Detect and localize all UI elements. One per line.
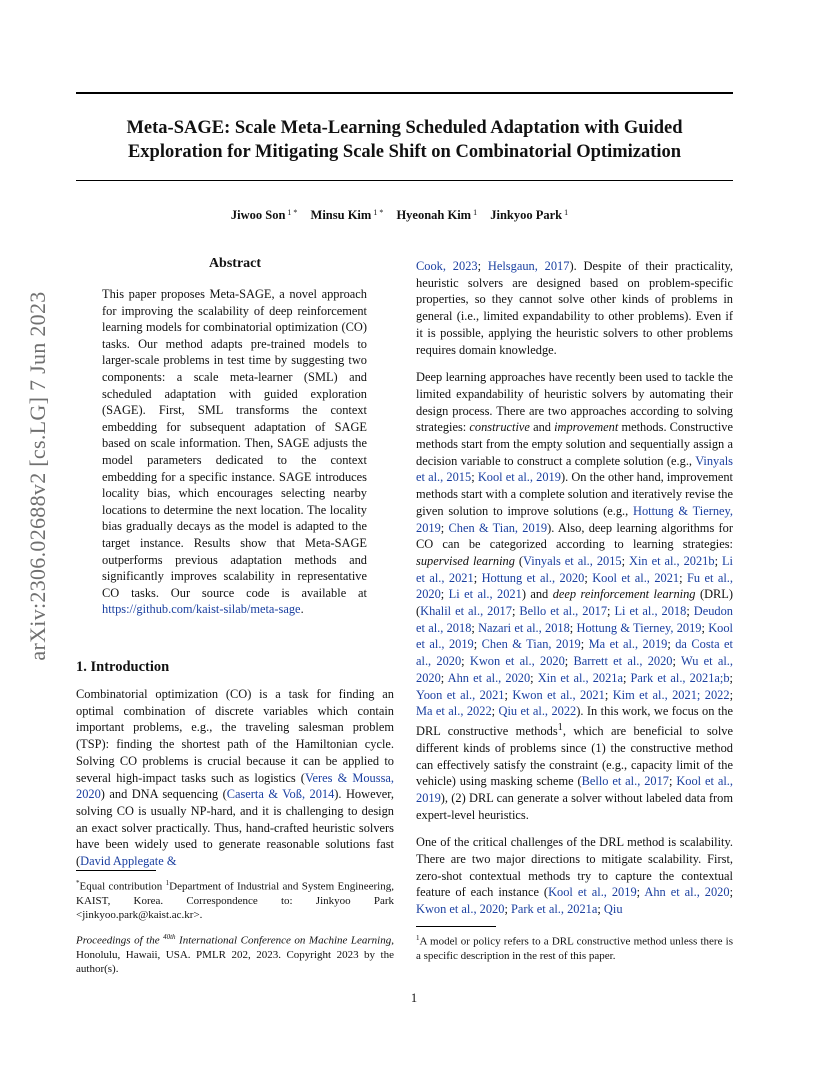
- footnote-model-definition: [416, 931, 733, 963]
- text: improvement: [554, 420, 619, 435]
- text: ;: [473, 637, 482, 652]
- citation-link[interactable]: Cook, 2023: [416, 259, 478, 273]
- text: and: [529, 420, 555, 435]
- footnote-mark: 1: [165, 879, 170, 887]
- text: Deep learning approaches have recently been used to tackle the limited expandability of heuristic solvers by automating their design process. There are two approaches according to solving strategies:: [416, 370, 733, 435]
- text: ;: [667, 637, 676, 652]
- title-bottom-rule: [76, 180, 733, 181]
- citation-link[interactable]: Kool et al., 2019: [416, 620, 734, 652]
- text: ;: [580, 637, 589, 652]
- title-line-1: Meta-SAGE: Scale Meta-Learning Scheduled Adaptation with Guided: [126, 118, 683, 138]
- citation-link[interactable]: Ahn et al., 2020: [447, 670, 531, 685]
- text: ;: [473, 570, 482, 585]
- text: methods. Constructive methods start from the empty solution and sequentially assign a decision variable to construct a complete solution (e.g.,: [416, 420, 733, 468]
- text: ;: [471, 620, 479, 635]
- text: ;: [669, 774, 677, 789]
- text: ;: [636, 885, 645, 900]
- text: ). Despite of their practicality, heuristic solvers are designed based on problem-specific properties, so they cannot solve other kinds of problems in general (i.e., limited expandability to other problems). Even if it is possible, applying the heuristic solvers to other problems requires domain knowledge.: [416, 259, 734, 357]
- text: ;: [597, 902, 604, 917]
- right-column: [416, 258, 733, 929]
- abstract-end: .: [300, 602, 304, 617]
- citation-link[interactable]: Yoon et al., 2021: [416, 687, 505, 702]
- intro-paragraph: [76, 686, 394, 870]
- citation-link[interactable]: Qiu: [603, 902, 623, 917]
- citation-link[interactable]: Ahn et al., 2020: [644, 885, 730, 900]
- text: ;: [672, 654, 681, 669]
- paragraph: [416, 258, 733, 358]
- citation-link[interactable]: Xin et al., 2021b: [629, 553, 715, 568]
- author-name: Jinkyoo Park: [490, 208, 563, 222]
- citation-link[interactable]: Kool et al., 2019: [416, 774, 733, 805]
- text: Combinatorial optimization (CO) is a task for finding an optimal combination of discrete variables which contain important problems, e.g., the traveling salesman problem (TSP): finding the shortest path of the Hamiltonian cycle. Solving CO problems is crucial because it can be applied to several high-impact tasks such as logistics (: [76, 687, 394, 785]
- text: , which are beneficial to solve different kinds of problems since (1) the constructive method can effectively satisfy the constraint (e.g., capacity limit of the vehicle) using masking scheme (: [416, 724, 733, 789]
- citation-link[interactable]: Qiu et al., 2022: [498, 704, 577, 719]
- citation-link[interactable]: Kool et al., 2021: [592, 570, 680, 585]
- text: deep reinforcement learning: [552, 587, 696, 602]
- text: ;: [440, 587, 449, 602]
- text: International Conference on Machine Learning: [175, 934, 392, 947]
- citation-link[interactable]: Hottung & Tierney, 2019: [416, 503, 734, 535]
- text: ;: [701, 620, 709, 635]
- text: Equal contribution: [79, 880, 166, 893]
- text: ;: [622, 670, 631, 685]
- text: ;: [477, 259, 488, 273]
- author-affiliation-mark: 1: [473, 208, 478, 217]
- text: ;: [621, 553, 630, 568]
- author-name: Hyeonah Kim: [396, 208, 472, 222]
- footnote-affiliations: [76, 876, 394, 922]
- citation-link[interactable]: Vinyals et al., 2015: [416, 453, 733, 485]
- text: ;: [461, 654, 470, 669]
- text: ;: [440, 520, 449, 535]
- text: (: [514, 553, 524, 568]
- citation-link[interactable]: Bello et al., 2017: [581, 774, 669, 789]
- citation-link[interactable]: da Costa et al., 2020: [416, 637, 733, 669]
- paragraph: [416, 369, 733, 823]
- citation-link[interactable]: Bello et al., 2017: [519, 604, 608, 619]
- text: supervised learning: [416, 553, 515, 568]
- text: ;: [729, 687, 734, 702]
- text: ). On the other hand, improvement methods start with a complete solution and iteratively revise the given solution to improve solutions (e.g.,: [416, 470, 733, 518]
- text: ;: [491, 704, 499, 719]
- author-list: [76, 208, 733, 223]
- footnote-mark: *: [76, 879, 80, 887]
- text: ;: [504, 687, 513, 702]
- footnote-mark: 1: [557, 721, 563, 733]
- text: ;: [729, 670, 733, 685]
- citation-link[interactable]: Hottung et al., 2020: [481, 570, 585, 585]
- citation-link[interactable]: Kwon et al., 2021: [512, 687, 605, 702]
- text: ;: [686, 604, 694, 619]
- citation-link[interactable]: Kim et al., 2021; 2022: [612, 687, 730, 702]
- text: ). Also, deep learning algorithms for CO can be categorized according to learning strategies:: [416, 520, 733, 552]
- text: ;: [569, 620, 577, 635]
- citation-link[interactable]: Kwon et al., 2020: [416, 902, 505, 917]
- text: ), (2) DRL can generate a solver without labeled data from expert-level heuristics.: [416, 790, 733, 822]
- text: Department of Industrial and System Engineering, KAIST, Korea. Correspondence to: Jinkyoo Park <jinkyoo.park@kaist.ac.kr>.: [76, 880, 394, 921]
- text: ) and DNA sequencing (: [100, 787, 227, 802]
- text: , Honolulu, Hawaii, USA. PMLR 202, 2023. Copyright 2023 by the author(s).: [76, 934, 394, 975]
- text: A model or policy refers to a DRL constructive method unless there is a specific description in the rest of this paper.: [416, 935, 733, 962]
- footnote-mark: 1: [416, 934, 420, 942]
- citation-link[interactable]: Chen & Tian, 2019: [481, 637, 581, 652]
- citation-link[interactable]: Caserta & Voß, 2014: [226, 787, 335, 802]
- arxiv-stamp: arXiv:2306.02688v2 [cs.LG] 7 Jun 2023: [25, 291, 50, 661]
- author-affiliation-mark: 1 *: [373, 208, 384, 217]
- paper-title: [76, 116, 733, 164]
- citation-link[interactable]: Fu et al., 2020: [416, 570, 733, 602]
- text: One of the critical challenges of the DRL method is scalability. There are two major directions to mitigate scalability. First, zero-shot contextual methods try to capture the contextual feature of each instance (: [416, 835, 733, 900]
- text: ;: [504, 902, 511, 917]
- text: ) and: [521, 587, 553, 602]
- citation-link[interactable]: Kwon et al., 2020: [469, 654, 565, 669]
- citation-link[interactable]: Veres & Moussa, 2020: [76, 770, 394, 802]
- citation-link[interactable]: Li et al., 2021: [448, 587, 522, 602]
- title-line-2: Exploration for Mitigating Scale Shift on Combinatorial Optimization: [127, 142, 682, 162]
- citation-link[interactable]: Park et al., 2021a;b: [630, 670, 730, 685]
- author-name: Jiwoo Son: [230, 208, 286, 222]
- text: ;: [584, 570, 593, 585]
- text: ;: [440, 670, 448, 685]
- paragraph: [416, 834, 733, 918]
- text: ;: [714, 553, 722, 568]
- author-affiliation-mark: 1 *: [287, 208, 298, 217]
- page-number: 1: [410, 991, 418, 1005]
- text: ). However, solving CO is usually NP-hard, and it is challenging to design an exact solver practically. Thus, hand-crafted heuristic solvers have been widely used to generate reasonable solutions fast (: [76, 787, 395, 869]
- citation-link[interactable]: Park et al., 2021a: [511, 902, 598, 917]
- abstract-text: This paper proposes Meta-SAGE, a novel approach for improving the scalability of deep reinforcement learning models for combinatorial optimization (CO) tasks. Our method adapts pre-trained models to larger-scale problems in test time by suggesting two components: a scale meta-learner (SML) and scheduled adaptation with guided exploration (SAGE). First, SML transforms the context embedding for subsequent adaptation of SAGE based on scale information. Then, SAGE adjusts the model parameters dedicated to the context embedding for a specific instance. SAGE introduces locality bias, which encourages selecting nearby locations to determine the next location. The locality bias gradually decays as the model is adapted to the target instance. Results show that Meta-SAGE outperforms previous adaptation methods and significantly improves scalability in representative CO tasks. Our source code is available at: [102, 287, 367, 600]
- citation-link[interactable]: Deudon et al., 2018: [416, 604, 733, 635]
- section-heading-introduction: 1. Introduction: [76, 659, 170, 675]
- text: ). In this work, we focus on the DRL constructive methods: [416, 704, 733, 739]
- citation-link[interactable]: Helsgaun, 2017: [487, 259, 570, 273]
- citation-link[interactable]: Khalil et al., 2017: [420, 604, 512, 619]
- text: ;: [604, 687, 613, 702]
- proceedings-note: [76, 930, 394, 976]
- citation-link[interactable]: Kool et al., 2019: [477, 470, 561, 485]
- text: Proceedings of the: [76, 934, 164, 947]
- text: constructive: [469, 420, 530, 435]
- citation-link[interactable]: Vinyals et al., 2015: [523, 553, 622, 568]
- author-affiliation-mark: 1: [564, 208, 569, 217]
- text: ;: [564, 654, 574, 669]
- text: ;: [471, 470, 478, 485]
- citation-link[interactable]: Li et al., 2021: [416, 553, 733, 585]
- citation-link[interactable]: David Applegate &: [80, 854, 177, 869]
- text: ;: [607, 604, 615, 619]
- citation-link[interactable]: Chen & Tian, 2019: [448, 520, 548, 535]
- citation-link[interactable]: Kool et al., 2019: [548, 885, 637, 900]
- text: (DRL) (: [416, 587, 733, 619]
- text: ;: [729, 885, 734, 900]
- abstract-body: [102, 286, 367, 618]
- citation-link[interactable]: Barrett et al., 2020: [573, 654, 673, 669]
- text: ;: [530, 670, 538, 685]
- citation-link[interactable]: Wu et al., 2020: [416, 654, 733, 685]
- citation-link[interactable]: Nazari et al., 2018: [478, 620, 570, 635]
- footnote-rule-right: [416, 926, 496, 927]
- text: 40th: [163, 933, 176, 941]
- text: ;: [679, 570, 687, 585]
- citation-link[interactable]: Li et al., 2018: [614, 604, 687, 619]
- footnote-rule-left: [76, 870, 156, 871]
- citation-link[interactable]: Ma et al., 2019: [588, 637, 668, 652]
- citation-link[interactable]: Ma et al., 2022: [416, 704, 492, 719]
- title-top-rule: [76, 92, 733, 94]
- author-name: Minsu Kim: [310, 208, 372, 222]
- citation-link[interactable]: Xin et al., 2021a: [537, 670, 623, 685]
- abstract-heading: Abstract: [208, 256, 262, 271]
- citation-link[interactable]: Hottung & Tierney, 2019: [576, 620, 702, 635]
- text: ;: [511, 604, 520, 619]
- source-code-link[interactable]: https://github.com/kaist-silab/meta-sage: [102, 602, 301, 617]
